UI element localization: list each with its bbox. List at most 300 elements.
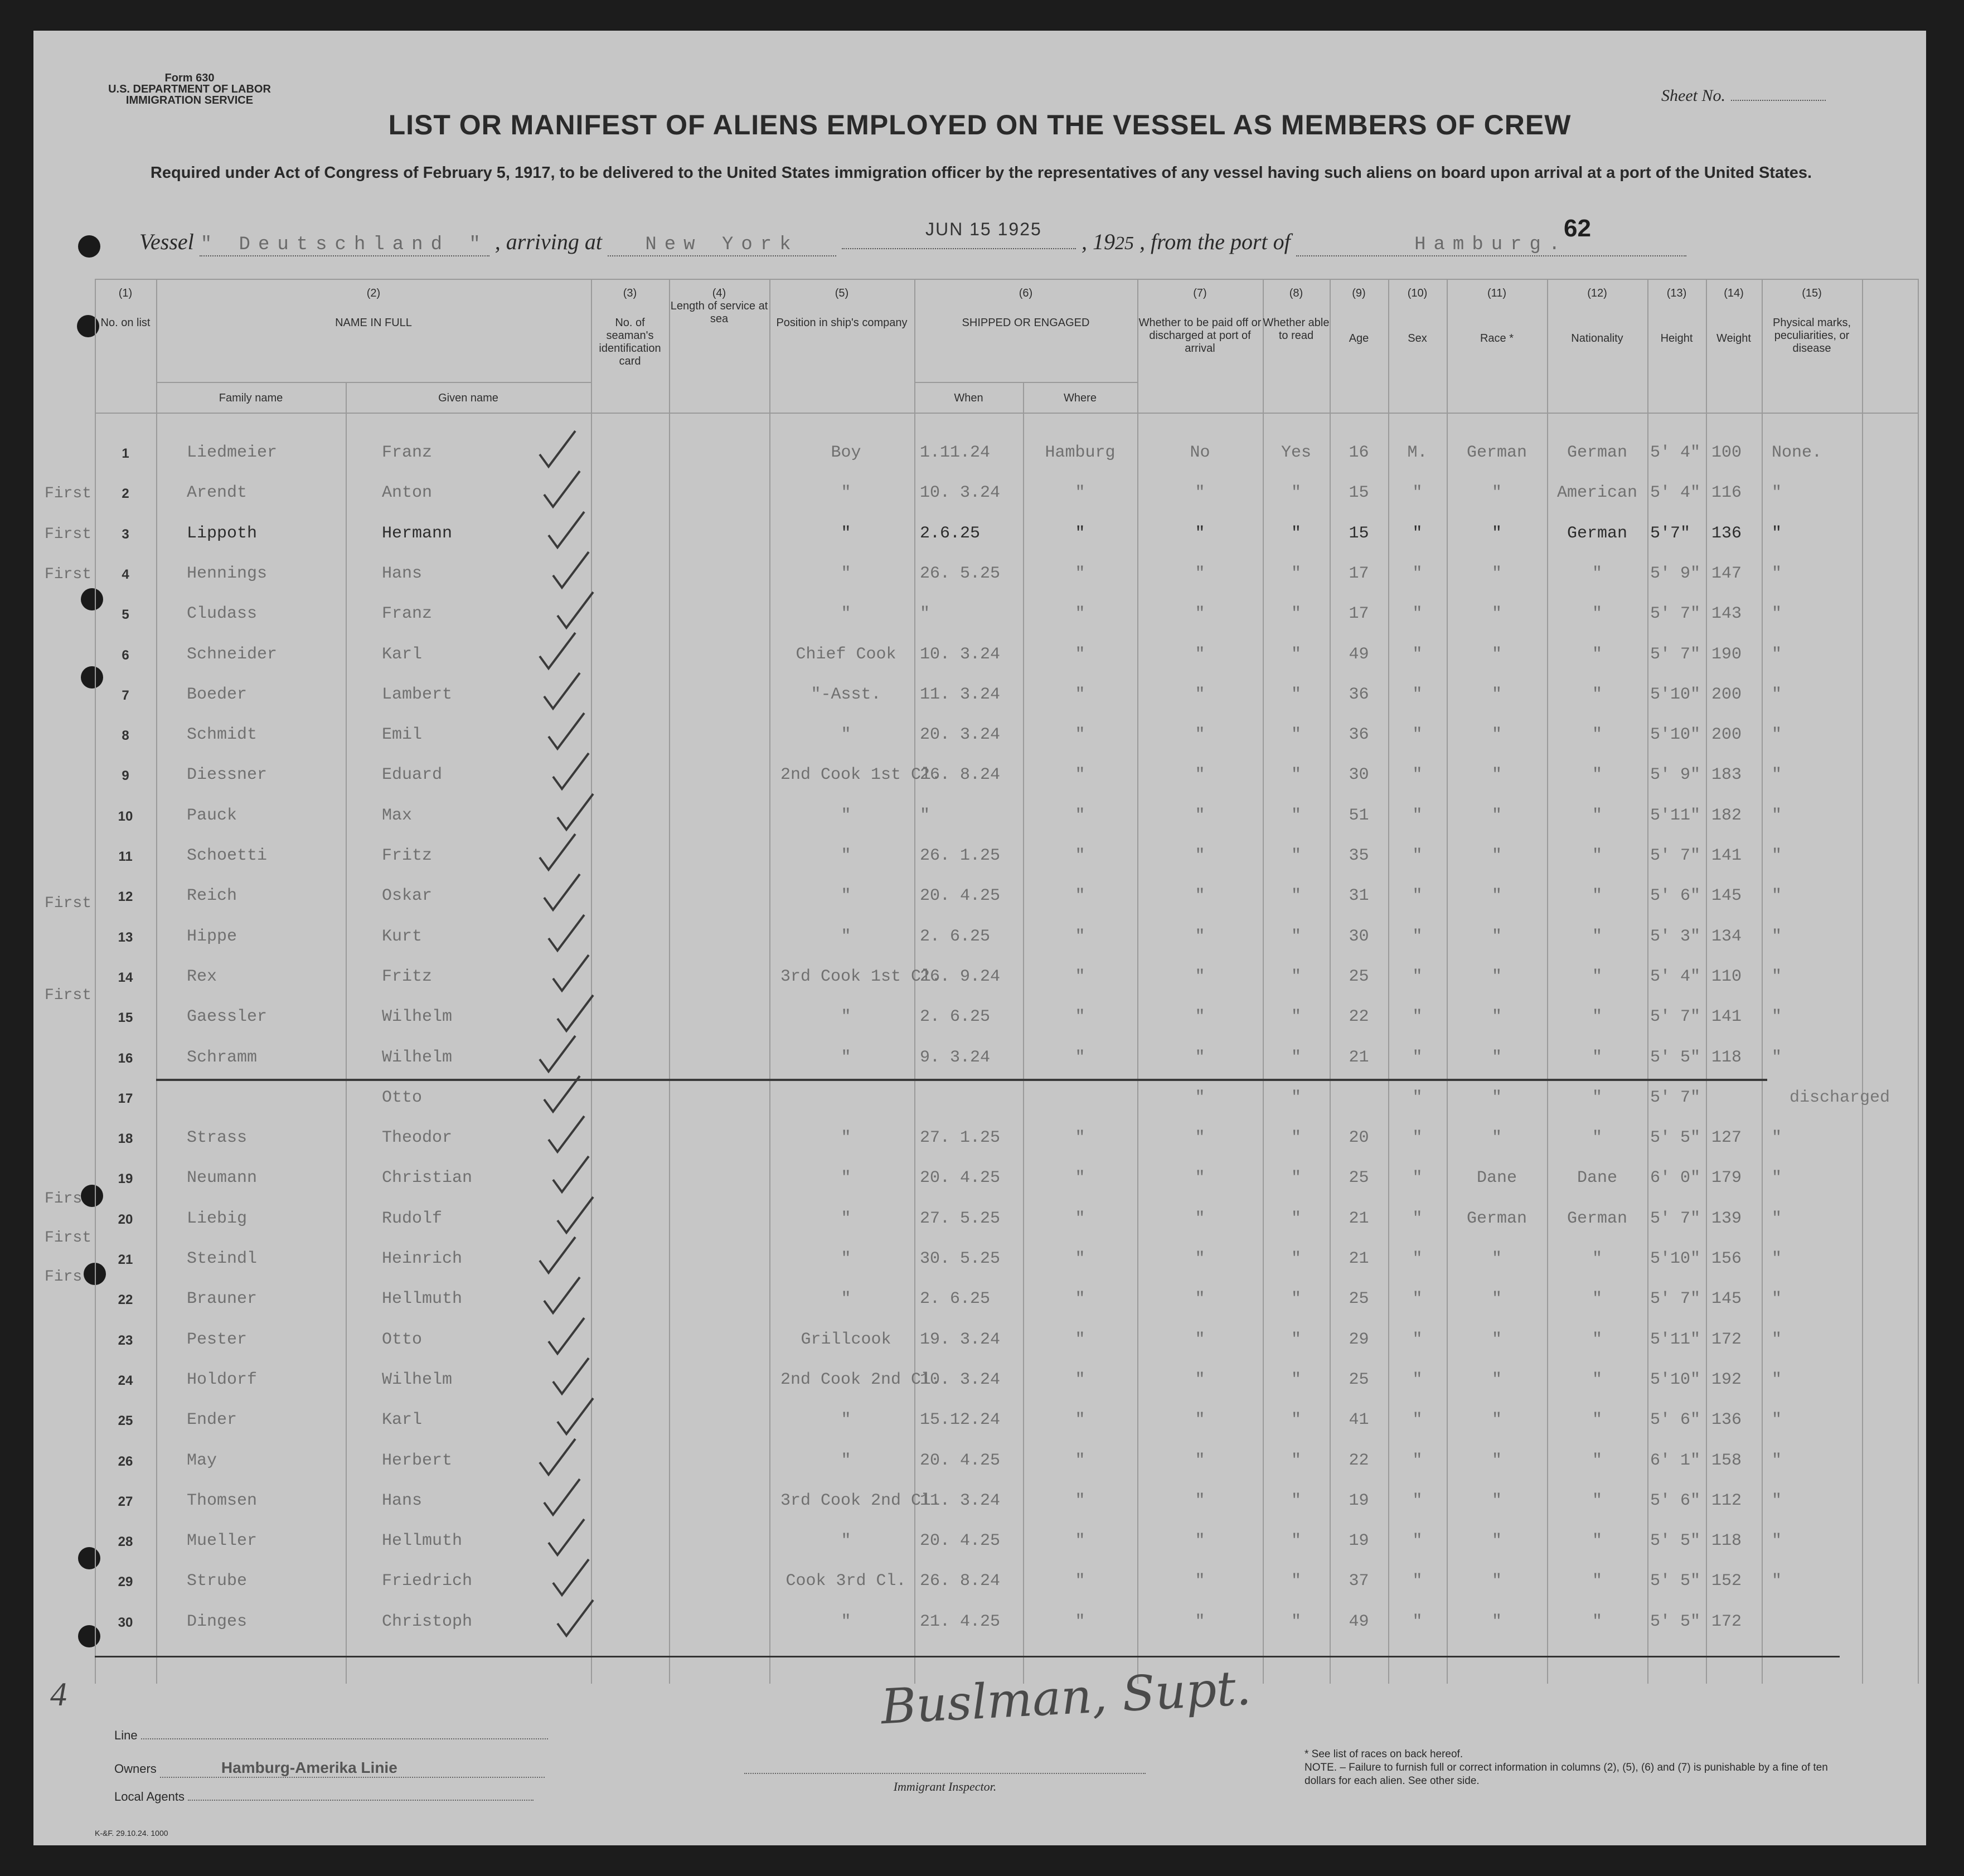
- row-number: 19: [118, 1171, 133, 1187]
- margin-note: Firs: [45, 1268, 83, 1286]
- cell-shipped-where: ": [1075, 725, 1085, 745]
- cell-physical-marks: ": [1772, 1531, 1782, 1551]
- cell-position: ": [841, 483, 851, 503]
- cell-able-to-read: ": [1291, 927, 1301, 946]
- column-header-physical-marks: [1762, 287, 1862, 355]
- cell-shipped-when: 21. 4.25: [920, 1612, 1001, 1631]
- column-header-no: [95, 287, 156, 329]
- cell-able-to-read: ": [1291, 1531, 1301, 1551]
- cell-weight: 118: [1711, 1048, 1742, 1067]
- row-number: 20: [118, 1211, 133, 1227]
- cell-height: 5' 4": [1650, 483, 1701, 503]
- column-title: NAME IN FULL: [335, 317, 412, 329]
- cell-given-name: Christoph: [382, 1612, 473, 1631]
- form-identifier: [106, 72, 273, 106]
- manifest-sheet: [33, 31, 1926, 1845]
- cell-given-name: Emil: [382, 725, 423, 745]
- margin-note: First: [45, 987, 92, 1004]
- cell-physical-marks: discharged: [1790, 1088, 1890, 1107]
- cell-sex: ": [1412, 967, 1423, 986]
- cell-weight: 182: [1711, 806, 1742, 825]
- check-mark-icon: [535, 1434, 580, 1479]
- cell-sex: ": [1412, 1330, 1423, 1349]
- row-number: 1: [122, 446, 129, 461]
- cell-able-to-read: ": [1291, 1007, 1301, 1027]
- cell-shipped-when: 11. 3.24: [920, 685, 1001, 704]
- cell-race: ": [1491, 1128, 1502, 1148]
- cell-physical-marks: ": [1772, 1048, 1782, 1067]
- margin-note: First: [45, 485, 92, 502]
- cell-nationality: ": [1592, 725, 1602, 745]
- cell-age: 35: [1349, 846, 1369, 865]
- cell-sex: ": [1412, 1048, 1423, 1067]
- cell-able-to-read: ": [1291, 1209, 1301, 1228]
- column-header-paid-off: [1137, 287, 1263, 355]
- cell-position: 3rd Cook 1st Cl.: [780, 967, 942, 986]
- cell-height: 5' 7": [1650, 604, 1701, 624]
- sheet-number-label: Sheet No.: [1661, 86, 1725, 105]
- row-number: 30: [118, 1615, 133, 1630]
- cell-given-name: Franz: [382, 604, 433, 624]
- cell-age: 25: [1349, 1370, 1369, 1389]
- cell-weight: 112: [1711, 1491, 1742, 1510]
- cell-weight: 100: [1711, 443, 1742, 462]
- column-number: (7): [1193, 287, 1207, 299]
- cell-physical-marks: ": [1772, 604, 1782, 624]
- cell-sex: ": [1412, 644, 1423, 664]
- cell-shipped-when: 20. 4.25: [920, 1169, 1001, 1188]
- cell-nationality: ": [1592, 1572, 1602, 1591]
- check-mark-icon: [544, 507, 589, 552]
- check-mark-icon: [553, 1596, 598, 1640]
- cell-paid-off: ": [1195, 1169, 1205, 1188]
- cell-shipped-where: ": [1075, 1370, 1085, 1389]
- cell-paid-off: ": [1195, 765, 1205, 785]
- column-title: Race *: [1480, 332, 1514, 345]
- cell-able-to-read: ": [1291, 685, 1301, 704]
- row-number: 2: [122, 486, 129, 502]
- immigrant-inspector-label: Immigrant Inspector.: [893, 1780, 997, 1793]
- cell-race: ": [1491, 564, 1502, 583]
- row-number: 13: [118, 929, 133, 945]
- cell-nationality: ": [1592, 1612, 1602, 1631]
- check-mark-icon: [553, 991, 598, 1035]
- cell-given-name: Christian: [382, 1169, 473, 1188]
- cell-nationality: ": [1592, 1048, 1602, 1067]
- margin-note: Firs: [45, 1190, 83, 1208]
- row-number: 5: [122, 607, 129, 623]
- cell-paid-off: ": [1195, 806, 1205, 825]
- column-header-nationality: [1547, 287, 1647, 345]
- cell-family-name: Schmidt: [187, 725, 258, 745]
- margin-note: First: [45, 566, 92, 583]
- cell-age: 20: [1349, 1128, 1369, 1148]
- cell-height: 5' 7": [1650, 1007, 1701, 1027]
- cell-weight: 200: [1711, 685, 1742, 704]
- cell-paid-off: ": [1195, 1370, 1205, 1389]
- cell-race: ": [1491, 1007, 1502, 1027]
- cell-shipped-when: 27. 5.25: [920, 1209, 1001, 1228]
- cell-position: ": [841, 564, 851, 583]
- cell-age: 49: [1349, 1612, 1369, 1631]
- cell-height: 5' 5": [1650, 1612, 1701, 1631]
- cell-position: ": [841, 523, 851, 543]
- cell-race: German: [1466, 443, 1527, 462]
- cell-sex: ": [1412, 806, 1423, 825]
- cell-physical-marks: ": [1772, 725, 1782, 745]
- row-number: 18: [118, 1131, 133, 1147]
- row-number: 22: [118, 1292, 133, 1308]
- cell-shipped-when: 10. 3.24: [920, 644, 1001, 664]
- cell-family-name: Rex: [187, 967, 217, 986]
- sheet-number: 62: [1564, 215, 1591, 242]
- row-number: 27: [118, 1494, 133, 1509]
- cell-age: 51: [1349, 806, 1369, 825]
- cell-shipped-where: ": [1075, 1007, 1085, 1027]
- cell-sex: ": [1412, 1128, 1423, 1148]
- cell-age: 21: [1349, 1249, 1369, 1268]
- immigrant-inspector-field: [744, 1773, 1146, 1794]
- cell-able-to-read: ": [1291, 1330, 1301, 1349]
- cell-shipped-when: 10. 3.24: [920, 483, 1001, 503]
- footnote: [1305, 1748, 1862, 1788]
- column-number: (2): [366, 287, 381, 299]
- cell-physical-marks: ": [1772, 1249, 1782, 1268]
- cell-age: 15: [1349, 483, 1369, 503]
- cell-nationality: ": [1592, 685, 1602, 704]
- department-name: U.S. DEPARTMENT OF LABOR: [108, 83, 271, 95]
- column-number: (11): [1487, 287, 1507, 299]
- cell-position: 3rd Cook 2nd Cl.: [780, 1491, 942, 1510]
- cell-shipped-where: ": [1075, 927, 1085, 946]
- column-header-weight: [1706, 287, 1762, 345]
- column-header-given-name: Given name: [438, 392, 498, 404]
- cell-height: 5' 4": [1650, 967, 1701, 986]
- row-number: 29: [118, 1574, 133, 1590]
- form-number: Form 630: [164, 72, 215, 84]
- cell-family-name: Thomsen: [187, 1491, 258, 1510]
- cell-shipped-when: ": [920, 806, 930, 825]
- cell-race: ": [1491, 1088, 1502, 1107]
- cell-position: ": [841, 604, 851, 624]
- column-header-shipped: [914, 287, 1137, 329]
- cell-shipped-where: ": [1075, 1048, 1085, 1067]
- column-title: No. on list: [100, 317, 151, 329]
- cell-family-name: Schoetti: [187, 846, 268, 865]
- cell-family-name: Steindl: [187, 1249, 258, 1268]
- cell-shipped-when: 10. 3.24: [920, 1370, 1001, 1389]
- cell-physical-marks: ": [1772, 1451, 1782, 1470]
- cell-position: Chief Cook: [796, 644, 896, 664]
- cell-shipped-where: ": [1075, 765, 1085, 785]
- cell-position: Cook 3rd Cl.: [785, 1572, 906, 1591]
- cell-given-name: Max: [382, 806, 413, 825]
- line-label: Line: [114, 1728, 138, 1742]
- cell-physical-marks: ": [1772, 846, 1782, 865]
- cell-physical-marks: ": [1772, 927, 1782, 946]
- arrival-port: New York: [608, 234, 836, 256]
- cell-shipped-when: 20. 4.25: [920, 1451, 1001, 1470]
- cell-given-name: Fritz: [382, 967, 433, 986]
- cell-shipped-when: 2. 6.25: [920, 927, 991, 946]
- cell-nationality: ": [1592, 1249, 1602, 1268]
- cell-physical-marks: ": [1772, 1572, 1782, 1591]
- column-title: No. of seaman's identification card: [599, 317, 661, 367]
- margin-note: First: [45, 895, 92, 912]
- check-mark-icon: [535, 830, 580, 874]
- cell-position: 2nd Cook 2nd Cl.: [780, 1370, 942, 1389]
- cell-nationality: Dane: [1577, 1169, 1617, 1188]
- cell-age: 25: [1349, 1290, 1369, 1309]
- cell-paid-off: ": [1195, 1048, 1205, 1067]
- cell-shipped-where: ": [1075, 806, 1085, 825]
- check-mark-icon: [544, 1515, 589, 1559]
- cell-height: 6' 1": [1650, 1451, 1701, 1470]
- year-suffix: 25: [1115, 233, 1134, 254]
- cell-race: Dane: [1476, 1169, 1517, 1188]
- cell-shipped-where: ": [1075, 1572, 1085, 1591]
- cell-shipped-when: 2. 6.25: [920, 1290, 991, 1309]
- cell-age: 22: [1349, 1007, 1369, 1027]
- cell-shipped-where: ": [1075, 1249, 1085, 1268]
- cell-nationality: German: [1567, 1209, 1628, 1228]
- cell-paid-off: ": [1195, 523, 1205, 543]
- cell-shipped-when: 20. 3.24: [920, 725, 1001, 745]
- cell-age: 25: [1349, 1169, 1369, 1188]
- cell-sex: M.: [1407, 443, 1428, 462]
- cell-weight: 147: [1711, 564, 1742, 583]
- cell-family-name: Mueller: [187, 1531, 258, 1551]
- cell-given-name: Wilhelm: [382, 1007, 453, 1027]
- row-number: 12: [118, 889, 133, 905]
- column-number: (15): [1802, 287, 1822, 299]
- cell-family-name: Strube: [187, 1572, 248, 1591]
- cell-shipped-where: ": [1075, 1491, 1085, 1510]
- cell-family-name: Ender: [187, 1410, 237, 1430]
- sheet-number-field: [1661, 86, 1826, 105]
- cell-position: ": [841, 725, 851, 745]
- cell-family-name: Schramm: [187, 1048, 258, 1067]
- cell-shipped-where: ": [1075, 483, 1085, 503]
- cell-given-name: Wilhelm: [382, 1370, 453, 1389]
- cell-sex: ": [1412, 1531, 1423, 1551]
- cell-physical-marks: ": [1772, 967, 1782, 986]
- cell-race: ": [1491, 967, 1502, 986]
- cell-race: ": [1491, 927, 1502, 946]
- cell-sex: ": [1412, 1612, 1423, 1631]
- cell-able-to-read: ": [1291, 1612, 1301, 1631]
- cell-family-name: Strass: [187, 1128, 248, 1148]
- cell-able-to-read: ": [1291, 1410, 1301, 1430]
- page-title: LIST OR MANIFEST OF ALIENS EMPLOYED ON THE VESSEL AS MEMBERS OF CREW: [388, 109, 1572, 140]
- cell-shipped-when: 26. 5.25: [920, 564, 1001, 583]
- cell-race: ": [1491, 1612, 1502, 1631]
- cell-age: 30: [1349, 765, 1369, 785]
- departure-port: Hamburg.: [1296, 234, 1686, 256]
- cell-sex: ": [1412, 765, 1423, 785]
- cell-sex: ": [1412, 1451, 1423, 1470]
- cell-physical-marks: ": [1772, 1007, 1782, 1027]
- local-agents-field: [114, 1790, 534, 1804]
- cell-shipped-when: 26. 8.24: [920, 765, 1001, 785]
- cell-shipped-when: 26. 9.24: [920, 967, 1001, 986]
- column-header-race: [1447, 287, 1547, 345]
- margin-note: First: [45, 526, 92, 543]
- check-mark-icon: [540, 1273, 584, 1317]
- cell-sex: ": [1412, 1572, 1423, 1591]
- cell-given-name: Herbert: [382, 1451, 453, 1470]
- check-mark-icon: [535, 1031, 580, 1076]
- cell-race: ": [1491, 1491, 1502, 1510]
- cell-weight: 156: [1711, 1249, 1742, 1268]
- cell-weight: 134: [1711, 927, 1742, 946]
- cell-given-name: Wilhelm: [382, 1048, 453, 1067]
- cell-given-name: Kurt: [382, 927, 423, 946]
- column-title: Nationality: [1571, 332, 1623, 345]
- row-number: 24: [118, 1373, 133, 1388]
- column-title: Physical marks, peculiarities, or disease: [1772, 317, 1851, 355]
- cell-race: ": [1491, 483, 1502, 503]
- cell-weight: 141: [1711, 846, 1742, 865]
- check-mark-icon: [553, 588, 598, 632]
- column-number: (4): [712, 287, 726, 299]
- column-number: (10): [1407, 287, 1428, 299]
- cell-sex: ": [1412, 725, 1423, 745]
- cell-able-to-read: ": [1291, 1370, 1301, 1389]
- cell-able-to-read: ": [1291, 523, 1301, 543]
- cell-race: ": [1491, 1290, 1502, 1309]
- cell-sex: ": [1412, 927, 1423, 946]
- cell-age: 17: [1349, 604, 1369, 624]
- year-prefix: , 19: [1082, 229, 1115, 254]
- cell-paid-off: ": [1195, 483, 1205, 503]
- cell-race: ": [1491, 846, 1502, 865]
- check-mark-icon: [540, 1072, 584, 1116]
- cell-shipped-where: ": [1075, 846, 1085, 865]
- cell-shipped-where: ": [1075, 1169, 1085, 1188]
- cell-weight: 192: [1711, 1370, 1742, 1389]
- cell-weight: 183: [1711, 765, 1742, 785]
- cell-height: 5' 7": [1650, 1290, 1701, 1309]
- cell-weight: 127: [1711, 1128, 1742, 1148]
- cell-paid-off: ": [1195, 1290, 1205, 1309]
- cell-shipped-when: 1.11.24: [920, 443, 991, 462]
- row-number: 10: [118, 808, 133, 824]
- cell-given-name: Hermann: [382, 523, 453, 543]
- cell-paid-off: ": [1195, 604, 1205, 624]
- cell-paid-off: ": [1195, 927, 1205, 946]
- cell-physical-marks: ": [1772, 1290, 1782, 1309]
- row-number: 26: [118, 1453, 133, 1469]
- binder-hole: [81, 588, 103, 610]
- check-mark-icon: [553, 1394, 598, 1438]
- cell-height: 5' 6": [1650, 886, 1701, 906]
- cell-shipped-where: ": [1075, 644, 1085, 664]
- column-header-where: Where: [1064, 392, 1097, 404]
- cell-age: 29: [1349, 1330, 1369, 1349]
- cell-shipped-when: 11. 3.24: [920, 1491, 1001, 1510]
- cell-family-name: Diessner: [187, 765, 268, 785]
- cell-paid-off: ": [1195, 1128, 1205, 1148]
- cell-paid-off: ": [1195, 967, 1205, 986]
- cell-sex: ": [1412, 1370, 1423, 1389]
- row-number: 17: [118, 1090, 133, 1106]
- cell-given-name: Hellmuth: [382, 1290, 463, 1309]
- line-field: [114, 1728, 548, 1743]
- cell-shipped-where: ": [1075, 523, 1085, 543]
- cell-age: 37: [1349, 1572, 1369, 1591]
- cell-height: 5'10": [1650, 1370, 1701, 1389]
- cell-shipped-when: 19. 3.24: [920, 1330, 1001, 1349]
- cell-height: 5'11": [1650, 1330, 1701, 1349]
- cell-race: ": [1491, 1451, 1502, 1470]
- cell-shipped-when: 26. 8.24: [920, 1572, 1001, 1591]
- cell-position: "-Asst.: [811, 685, 881, 704]
- cell-weight: 143: [1711, 604, 1742, 624]
- cell-height: 5' 6": [1650, 1491, 1701, 1510]
- cell-position: ": [841, 1007, 851, 1027]
- cell-race: ": [1491, 886, 1502, 906]
- row-number: 11: [118, 849, 133, 864]
- column-header-id-card: [591, 287, 669, 368]
- cell-sex: ": [1412, 604, 1423, 624]
- cell-position: ": [841, 1209, 851, 1228]
- cell-shipped-where: ": [1075, 1531, 1085, 1551]
- cell-nationality: ": [1592, 1370, 1602, 1389]
- cell-physical-marks: ": [1772, 1209, 1782, 1228]
- cell-race: ": [1491, 604, 1502, 624]
- column-title: Weight: [1716, 332, 1751, 345]
- cell-shipped-where: ": [1075, 1451, 1085, 1470]
- cell-physical-marks: ": [1772, 644, 1782, 664]
- cell-position: 2nd Cook 1st Cl.: [780, 765, 942, 785]
- cell-sex: ": [1412, 1007, 1423, 1027]
- column-number: (6): [1019, 287, 1033, 299]
- vessel-line: [139, 229, 1812, 256]
- check-mark-icon: [544, 910, 589, 955]
- cell-able-to-read: ": [1291, 1048, 1301, 1067]
- column-number: (5): [835, 287, 849, 299]
- cell-paid-off: ": [1195, 1249, 1205, 1268]
- cell-position: Grillcook: [801, 1330, 891, 1349]
- cell-able-to-read: ": [1291, 604, 1301, 624]
- cell-paid-off: ": [1195, 1410, 1205, 1430]
- cell-race: ": [1491, 1249, 1502, 1268]
- check-mark-icon: [549, 1354, 593, 1398]
- cell-able-to-read: ": [1291, 1249, 1301, 1268]
- cell-given-name: Karl: [382, 1410, 423, 1430]
- cell-shipped-where: ": [1075, 1209, 1085, 1228]
- cell-age: 21: [1349, 1209, 1369, 1228]
- cell-weight: 200: [1711, 725, 1742, 745]
- cell-age: 19: [1349, 1491, 1369, 1510]
- cell-sex: ": [1412, 483, 1423, 503]
- cell-nationality: ": [1592, 604, 1602, 624]
- cell-position: Boy: [831, 443, 861, 462]
- page-subtitle: Required under Act of Congress of February 5, 1917, to be delivered to the United States immigration officer by the representatives of any vessel having such aliens on board upon arrival at a port of the United States.: [150, 164, 1812, 182]
- cell-height: 5' 3": [1650, 927, 1701, 946]
- cell-family-name: Holdorf: [187, 1370, 258, 1389]
- cell-physical-marks: ": [1772, 806, 1782, 825]
- arriving-label: , arriving at: [494, 229, 602, 254]
- cell-given-name: Lambert: [382, 685, 453, 704]
- cell-family-name: Reich: [187, 886, 237, 906]
- cell-nationality: American: [1556, 483, 1638, 503]
- cell-given-name: Otto: [382, 1330, 423, 1349]
- row-number: 23: [118, 1332, 133, 1348]
- check-mark-icon: [540, 467, 584, 511]
- cell-sex: ": [1412, 523, 1423, 543]
